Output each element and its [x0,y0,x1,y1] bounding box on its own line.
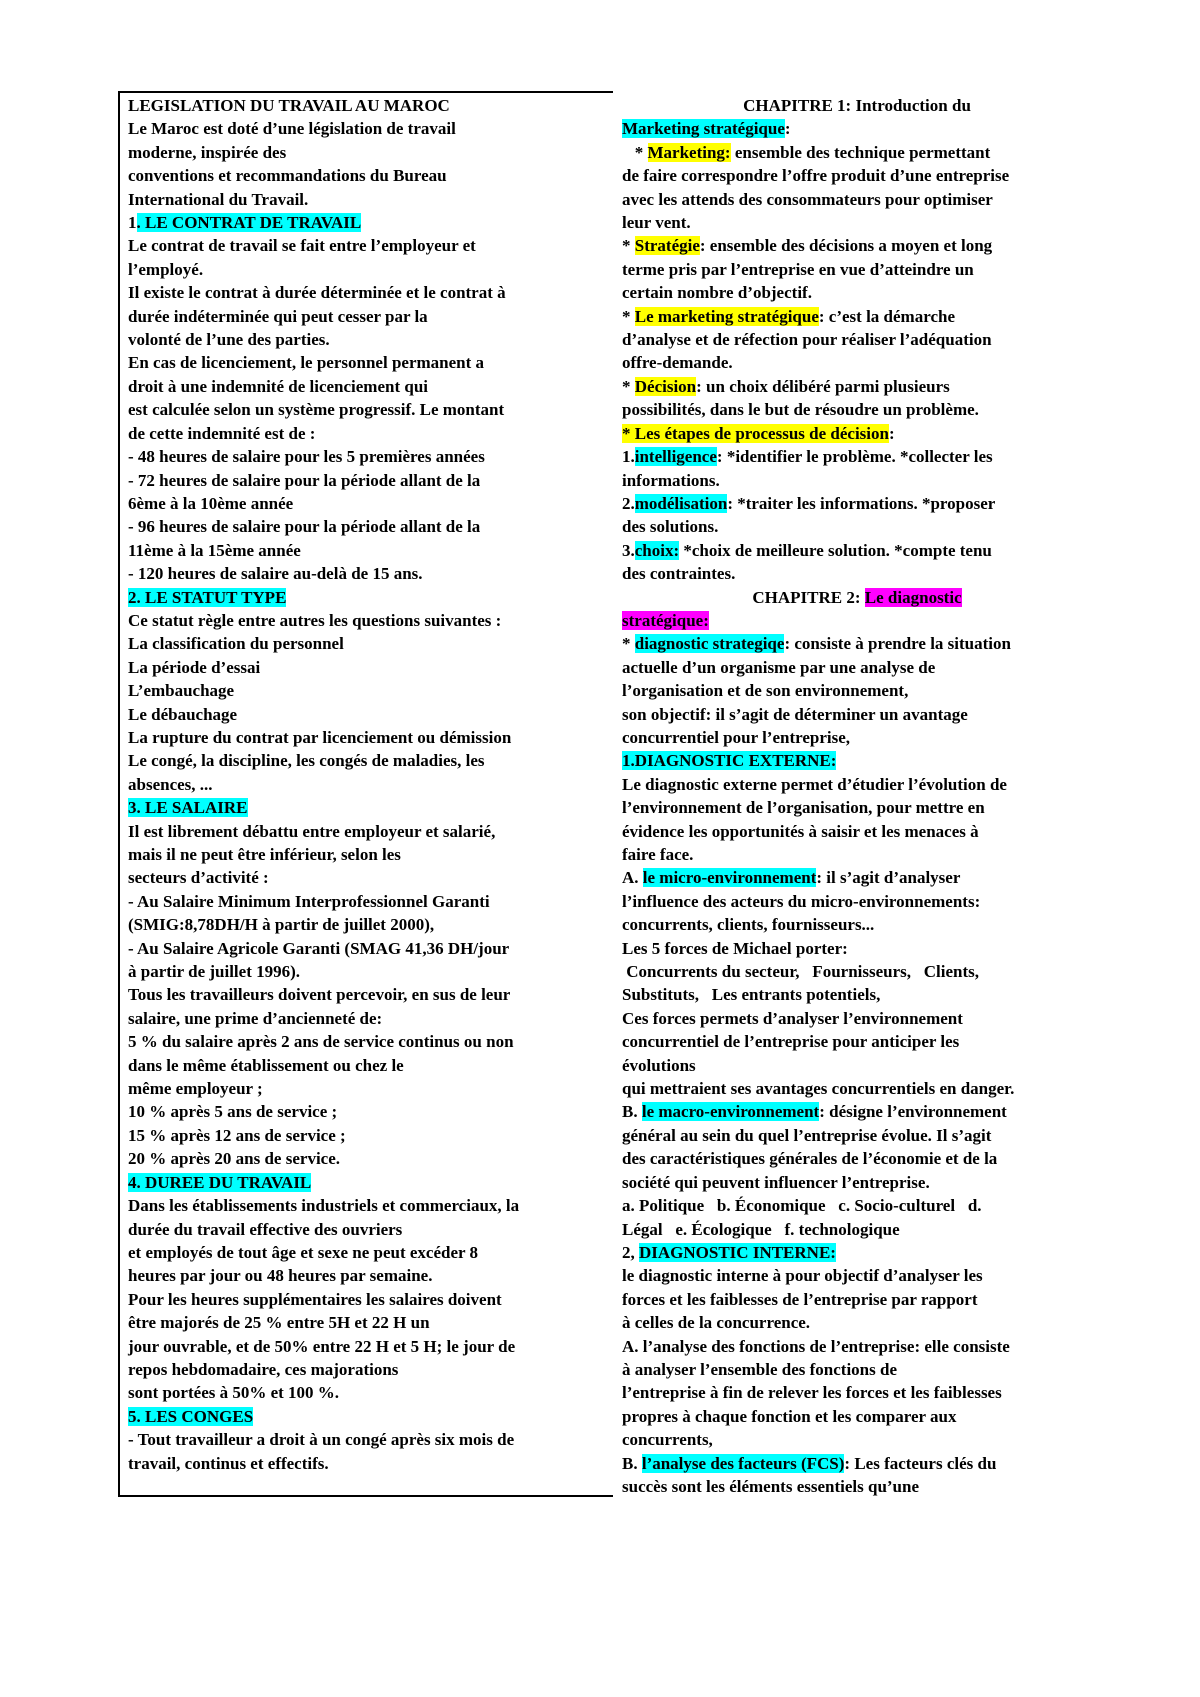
text-line: des contraintes. [622,564,736,584]
micro-environment-item [622,866,1092,889]
text-line: 11ème à la 15ème année [128,540,301,560]
text-line: jour ouvrable, et de 50% entre 22 H et 5 H; le jour de [128,1336,516,1356]
text-line: actuelle d’un organisme par une analyse de [622,657,936,677]
definition-decision [622,375,1092,398]
section-title-highlight: . LE CONTRAT DE TRAVAIL [136,213,362,233]
text-line: absences, ... [128,774,213,794]
left-column [128,94,608,1475]
text-line: à analyser l’ensemble des fonctions de [622,1359,897,1379]
text-line: sont portées à 50% et 100 %. [128,1383,340,1403]
section-title-highlight: 2. LE STATUT TYPE [128,587,287,607]
highlight-term: le macro-environnement [641,1102,820,1122]
text-line: général au sein du quel l’entreprise évolue. Il s’agit [622,1125,992,1145]
text-line: Pour les heures supplémentaires les salaires doivent [128,1289,502,1309]
text-fragment: B. [622,1453,642,1473]
highlight-term: modélisation [634,493,728,513]
text-line: droit à une indemnité de licenciement qui [128,376,429,396]
highlight-term: * Les étapes de processus de décision [622,423,889,443]
step-intelligence [622,445,1092,468]
text-line: Le contrat de travail se fait entre l’employeur et [128,236,476,256]
text-line: A. l’analyse des fonctions de l’entreprise: elle consiste [622,1336,1010,1356]
section-heading-conges [128,1405,608,1428]
section-title-highlight: 4. DUREE DU TRAVAIL [128,1172,312,1192]
text-line: concurrentiel pour l’entreprise, [622,727,851,747]
text-line: dans le même établissement ou chez le [128,1055,404,1075]
text-line: Les 5 forces de Michael porter: [622,938,848,958]
bullet: * [622,236,635,256]
external-diagnostic-heading [622,749,1092,772]
highlight-term: l’analyse des facteurs (FCS) [641,1453,845,1473]
text-line: heures par jour ou 48 heures par semaine. [128,1266,433,1286]
pestel-line: Légal e. Écologique f. technologique [622,1219,900,1239]
text-line: l’environnement de l’organisation, pour mettre en [622,798,985,818]
intro-line: International du Travail. [128,189,309,209]
text-fragment: : il s’agit d’analyser [816,868,961,888]
text-line: 5 % du salaire après 2 ans de service continus ou non [128,1032,514,1052]
text-line: qui mettraient ses avantages concurrentiels en danger. [622,1079,1015,1099]
step-choix [622,539,1092,562]
text-fragment: ensemble des technique permettant [730,142,991,162]
text-line: concurrentiel de l’entreprise pour anticiper les [622,1032,960,1052]
text-line: et employés de tout âge et sexe ne peut excéder 8 [128,1242,478,1262]
step-number: 3. [622,540,635,560]
text-line: des solutions. [622,517,719,537]
text-line: - Au Salaire Agricole Garanti (SMAG 41,36 DH/jour [128,938,510,958]
section-number: 1 [128,213,137,233]
highlight-term: Stratégie [634,236,700,256]
text-line: succès sont les éléments essentiels qu’une [622,1476,920,1496]
text-fragment: B. [622,1102,642,1122]
text-line: le diagnostic interne à pour objectif d’analyser les [622,1266,983,1286]
intro-line: conventions et recommandations du Bureau [128,166,447,186]
step-number: 1. [622,447,635,467]
text-line: En cas de licenciement, le personnel permanent a [128,353,485,373]
text-fragment: CHAPITRE 2: [752,587,865,607]
porter-forces-line: Concurrents du secteur, Fournisseurs, Clients, [622,962,980,982]
text-line: informations. [622,470,720,490]
text-fragment: : c’est la démarche [818,306,955,326]
internal-diagnostic-heading [622,1241,1092,1264]
intro-line: Le Maroc est doté d’une législation de travail [128,119,456,139]
text-line: même employeur ; [128,1079,263,1099]
section-title-highlight: 5. LES CONGES [128,1406,254,1426]
text-fragment: *choix de meilleure solution. *compte tenu [679,540,992,560]
bullet: * [622,376,635,396]
definition-strategie [622,234,1092,257]
text-line: être majorés de 25 % entre 5H et 22 H un [128,1313,430,1333]
text-line: Il existe le contrat à durée déterminée et le contrat à [128,283,506,303]
highlight-term: choix: [634,540,680,560]
highlight-term: Le diagnostic [864,587,962,607]
section-heading-duree [128,1171,608,1194]
text-fragment: : un choix délibéré parmi plusieurs [696,376,950,396]
definition-marketing-strategique [622,305,1092,328]
text-line: forces et les faiblesses de l’entreprise par rapport [622,1289,978,1309]
text-line: propres à chaque fonction et les comparer aux [622,1406,957,1426]
porter-forces-line: Substituts, Les entrants potentiels, [622,985,881,1005]
text-line: 15 % après 12 ans de service ; [128,1125,346,1145]
text-line: de faire correspondre l’offre produit d’une entreprise [622,166,1010,186]
text-line: Ce statut règle entre autres les questions suivantes : [128,610,502,630]
section-heading-statut [128,586,608,609]
pestel-line: a. Politique b. Économique c. Socio-culturel d. [622,1196,982,1216]
text-line: à celles de la concurrence. [622,1313,811,1333]
chapter-1-subtitle [622,117,1092,140]
highlight-term: stratégique: [622,610,709,630]
text-line: société qui peuvent influencer l’entreprise. [622,1172,930,1192]
text-line: Ces forces permets d’analyser l’environnement [622,1008,963,1028]
text-line: Le congé, la discipline, les congés de maladies, les [128,751,485,771]
highlight-term: Marketing stratégique [622,119,785,139]
text-line: des caractéristiques générales de l’économie et de la [622,1149,998,1169]
steps-heading [622,422,1092,445]
bullet: * [634,142,648,162]
fcs-item [622,1452,1092,1475]
text-line: - Tout travailleur a droit à un congé après six mois de [128,1430,515,1450]
highlight-term: DIAGNOSTIC INTERNE: [639,1242,836,1262]
text-line: l’influence des acteurs du micro-environnements: [622,891,981,911]
text-line: repos hebdomadaire, ces majorations [128,1359,399,1379]
text-line: de cette indemnité est de : [128,423,316,443]
text-fragment: A. [622,868,643,888]
text-line: L’embauchage [128,681,235,701]
text-fragment: : désigne l’environnement [819,1102,1007,1122]
text-line: durée indéterminée qui peut cesser par la [128,306,428,326]
text-line: 10 % après 5 ans de service ; [128,1102,338,1122]
text-line: avec les attends des consommateurs pour optimiser [622,189,993,209]
text-fragment: : [888,423,895,443]
step-modelisation [622,492,1092,515]
text-line: - 72 heures de salaire pour la période allant de la [128,470,481,490]
section-heading-contrat [128,211,608,234]
highlight-term: Décision [634,376,697,396]
text-line: faire face. [622,845,694,864]
text-line: possibilités, dans le but de résoudre un problème. [622,400,979,420]
highlight-term: le micro-environnement [642,868,817,888]
text-line: l’organisation et de son environnement, [622,681,909,701]
section-heading-salaire [128,796,608,819]
text-fragment: : [784,119,791,139]
text-line: l’employé. [128,259,204,279]
chapter-2-heading [622,586,1092,609]
text-line: terme pris par l’entreprise en vue d’atteindre un [622,259,974,279]
right-column [622,94,1092,1498]
text-line: mais il ne peut être inférieur, selon les [128,845,401,864]
macro-environment-item [622,1100,1092,1123]
text-line: Tous les travailleurs doivent percevoir, en sus de leur [128,985,511,1005]
document-title: LEGISLATION DU TRAVAIL AU MAROC [128,96,450,115]
text-line: concurrents, clients, fournisseurs... [622,915,875,935]
text-line: secteurs d’activité : [128,868,269,888]
highlight-term: 1.DIAGNOSTIC EXTERNE: [622,751,837,771]
text-line: Dans les établissements industriels et commerciaux, la [128,1196,520,1216]
text-line: - Au Salaire Minimum Interprofessionnel Garanti [128,891,490,911]
bullet: * [622,634,635,654]
text-line: certain nombre d’objectif. [622,283,812,303]
highlight-term: Le marketing stratégique [634,306,819,326]
text-line: (SMIG:8,78DH/H à partir de juillet 2000), [128,915,435,935]
text-line: durée du travail effective des ouvriers [128,1219,403,1239]
text-line: - 48 heures de salaire pour les 5 premières années [128,447,485,467]
text-fragment: : consiste à prendre la situation [784,634,1011,654]
text-fragment: : ensemble des décisions a moyen et long [699,236,993,256]
text-line: concurrents, [622,1430,713,1450]
intro-line: moderne, inspirée des [128,142,287,162]
text-fragment: : Les facteurs clés du [844,1453,997,1473]
definition-diagnostic [622,632,1092,655]
text-line: salaire, une prime d’ancienneté de: [128,1008,383,1028]
text-line: travail, continus et effectifs. [128,1453,329,1473]
highlight-term: diagnostic strategiqe [634,634,785,654]
text-line: - 120 heures de salaire au-delà de 15 ans. [128,564,423,584]
text-line: à partir de juillet 1996). [128,962,301,982]
text-line: évolutions [622,1055,696,1075]
text-line: est calculée selon un système progressif. Le montant [128,400,505,420]
text-line: Il est librement débattu entre employeur et salarié, [128,821,496,841]
text-fragment: : *traiter les informations. *proposer [727,493,996,513]
bullet: * [622,306,635,326]
text-line: volonté de l’une des parties. [128,330,330,350]
text-line: évidence les opportunités à saisir et les menaces à [622,821,979,841]
text-line: Le débauchage [128,704,238,724]
text-line: La classification du personnel [128,634,344,654]
text-line: 6ème à la 10ème année [128,493,294,513]
chapter-2-subtitle [622,609,1092,632]
section-title-highlight: 3. LE SALAIRE [128,798,248,818]
text-line: son objectif: il s’agit de déterminer un avantage [622,704,968,724]
step-number: 2. [622,493,635,513]
text-line: Le diagnostic externe permet d’étudier l’évolution de [622,774,1007,794]
text-line: 20 % après 20 ans de service. [128,1149,341,1169]
text-line: l’entreprise à fin de relever les forces et les faiblesses [622,1383,1002,1403]
text-line: d’analyse et de réfection pour réaliser l’adéquation [622,330,992,350]
highlight-term: Marketing: [647,142,731,162]
text-line: - 96 heures de salaire pour la période allant de la [128,517,481,537]
text-line: La rupture du contrat par licenciement ou démission [128,727,512,747]
text-line: offre-demande. [622,353,733,373]
text-line: leur vent. [622,213,691,233]
text-fragment: : *identifier le problème. *collecter les [716,447,993,467]
definition-marketing [622,141,1092,164]
highlight-term: intelligence [634,447,717,467]
text-line: La période d’essai [128,657,261,677]
chapter-1-heading: CHAPITRE 1: Introduction du [743,96,971,115]
text-fragment: 2, [622,1242,639,1262]
